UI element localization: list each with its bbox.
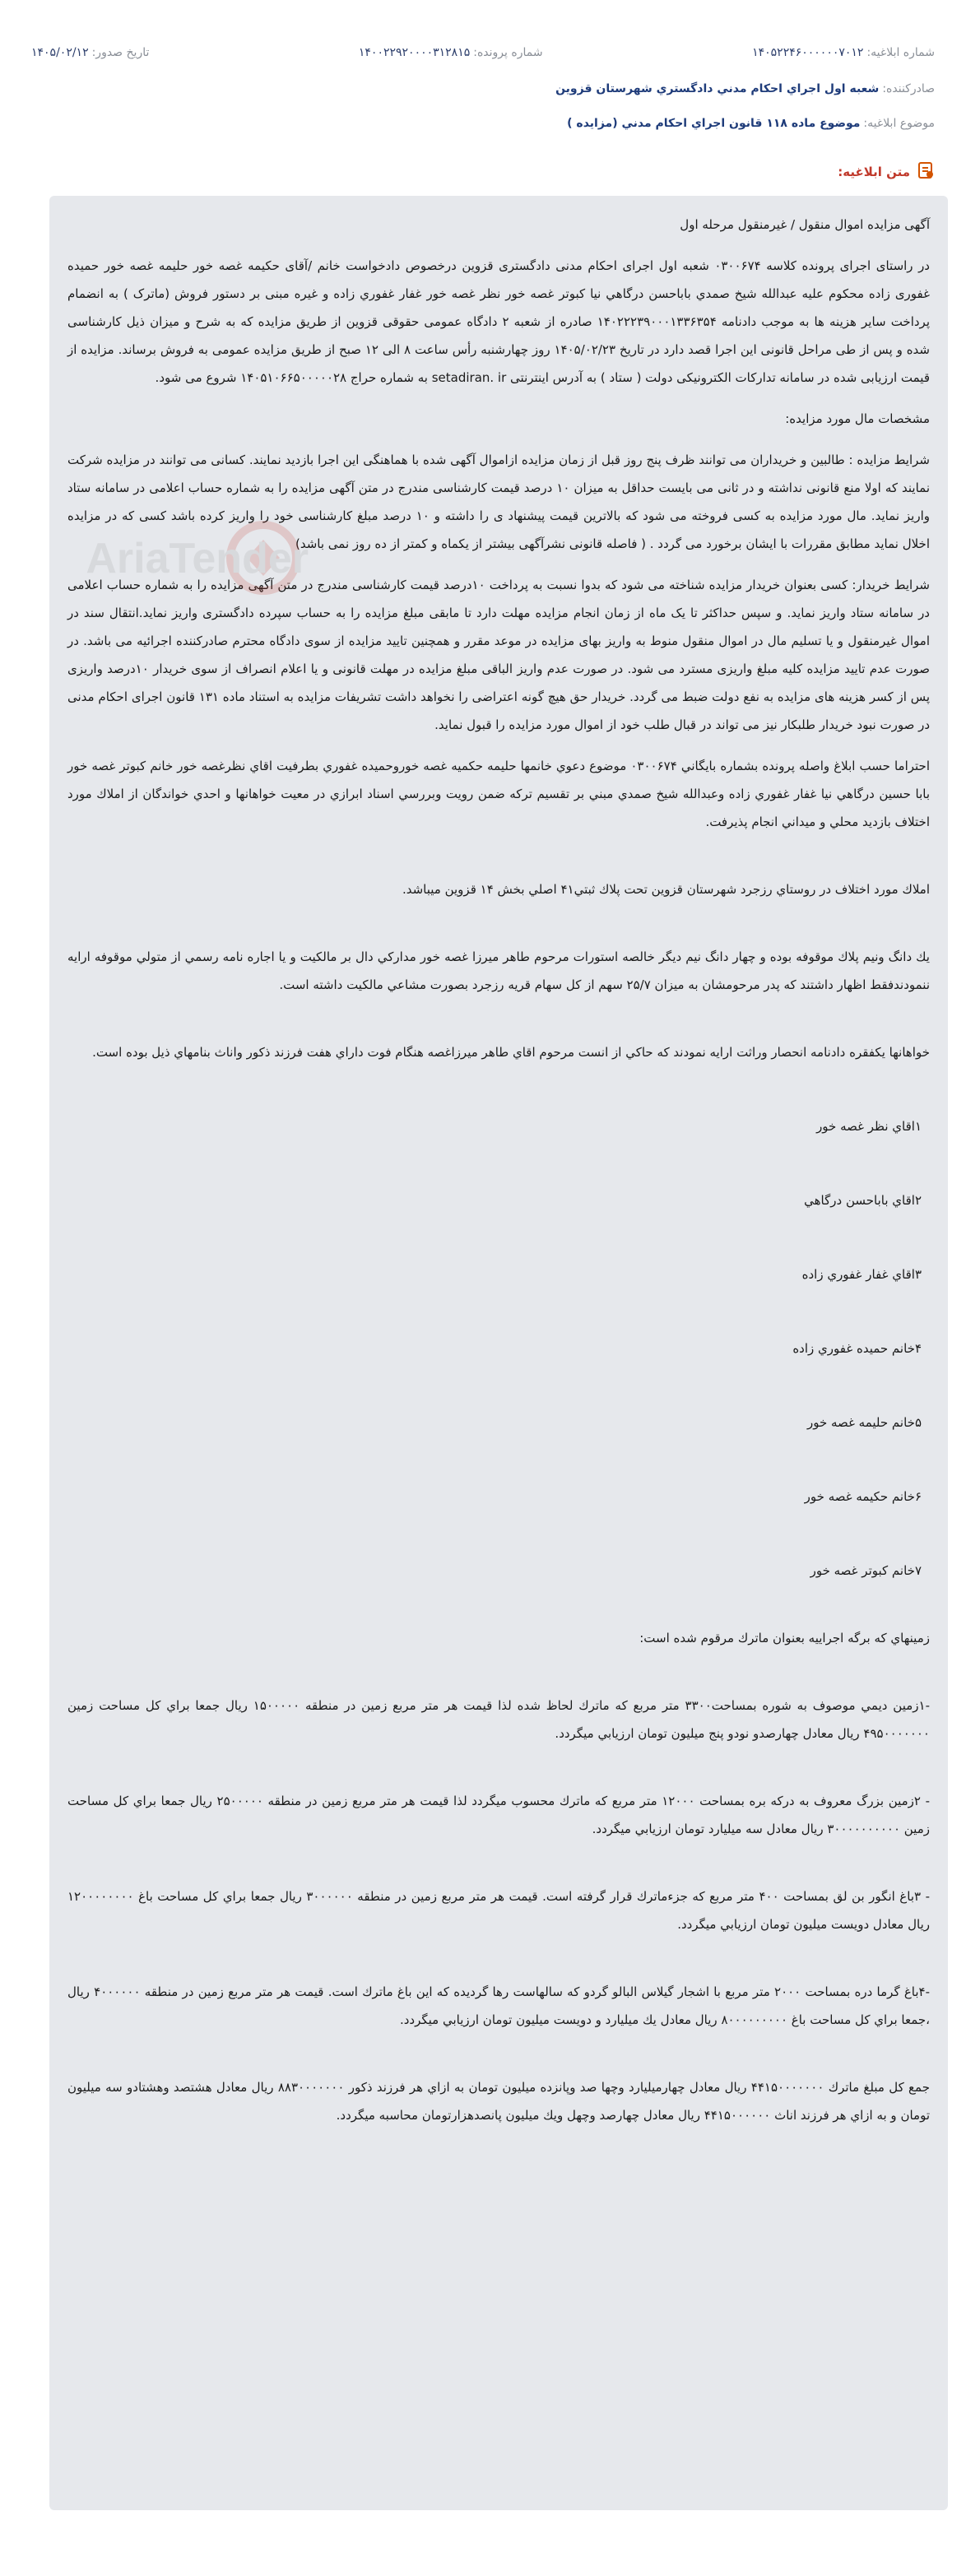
body-heading: آگهی مزایده اموال منقول / غیرمنقول مرحله اول xyxy=(680,217,930,232)
body-land-3: - ۳باغ انگور بن لق بمساحت ۴۰۰ متر مربع كه جزءماترك قرار گرفته است. قيمت هر متر مربع زمين در منطقه ۳۰۰۰۰۰۰ ريال جمعا براي كل مساحت باغ ۱۲۰۰۰۰۰۰۰۰ ريال معادل دويست ميليون تومان ارزيابي ميگردد. xyxy=(67,1889,930,1932)
heir-item-1: ۱اقاي نظر غصه خور xyxy=(816,1119,922,1134)
heir-item-2: ۲اقاي باباحسن درگاهي xyxy=(804,1193,922,1208)
case-no-label: شماره پرونده: xyxy=(473,46,543,59)
document-icon xyxy=(917,161,935,183)
issuer-row xyxy=(31,82,935,95)
heir-item-5: ۵خانم حليمه غصه خور xyxy=(806,1415,922,1430)
body-inheritance: خواهانها يكفقره دادنامه انحصار وراثت ارايه نمودند كه حاكي از انست مرحوم اقاي طاهر ميرزاغصه هنگام فوت داراي هفت فرزند ذكور واناث بنامهاي ذيل بوده است. xyxy=(92,1045,930,1060)
case-no-value: ۱۴۰۰۲۲۹۲۰۰۰۰۳۱۲۸۱۵ xyxy=(358,46,471,59)
subject-row xyxy=(31,117,935,130)
body-item-spec-title: مشخصات مال مورد مزایده: xyxy=(785,411,930,426)
heir-item-6: ۶خانم حكيمه غصه خور xyxy=(804,1489,922,1504)
heir-item-3: ۳اقاي غفار غفوري زاده xyxy=(801,1267,922,1282)
subject-value: موضوع ماده ۱۱۸ قانون اجراي احكام مدني (مزايده ) xyxy=(567,117,861,130)
body-land-1: -۱زمين ديمي موصوف به شوره بمساحت۳۳۰۰ متر مربع كه ماترك لحاظ شده لذا قيمت هر متر مربع زمين در منطقه ۱۵۰۰۰۰۰ ريال جمعا براي كل مساحت زمين ۴۹۵۰۰۰۰۰۰۰ ريال معادل چهارصدو نودو پنج ميليون تومان ارزيابي ميگردد. xyxy=(67,1698,930,1741)
section-title xyxy=(838,161,935,183)
body-lands-title: زمينهاي كه برگه اجراييه بعنوان ماترك مرقوم شده است: xyxy=(639,1631,930,1645)
body-land-4: -۴باغ گرما دره بمساحت ۲۰۰۰ متر مربع با اشجار گيلاس البالو گردو كه سالهاست رها گرديده كه اين باغ ماترك است. قيمت هر متر مربع زمين در منطقه ۴۰۰۰۰۰۰ ريال ،جمعا براي كل مساحت باغ ۸۰۰۰۰۰۰۰۰۰ ريال معادل يك ميليارد و دويست ميليون تومان ارزيابي ميگردد. xyxy=(67,1984,931,2027)
svg-text:AriaTender: AriaTender xyxy=(86,535,309,583)
announcement-no-value: ۱۴۰۵۲۲۴۶۰۰۰۰۰۰۷۰۱۲ xyxy=(752,46,864,59)
body-auction-terms: شرایط مزایده : طالبین و خریداران می توانند ظرف پنج روز قبل از زمان مزایده ازاموال آگهی شده با هماهنگی این اجرا بازدید نمایند. کسانی می توانند در مزایده شرکت نمایند که اولا منع قانونی نداشته و در ثانی می بایست حداقل به میزان ۱۰ درصد قیمت کارشناسی مندرج در متن آگهی مزایده را به شماره حساب اعلامی در سامانه ستاد واریز نماید. مال مورد مزایده به کسی فروخته می شود که بالاترین قیمت پیشنهاد ی را داشته و ۱۰ درصد مبلغ کارشناسی خود را واریز کرده باشد کسی که در مزایده اخلال نماید مطابق مقررات با ایشان برخورد می گردد . ( فاصله قانونی نشرآگهی بیشتر از یکماه و کمتر از ده روز نمی باشد) xyxy=(67,453,930,551)
issue-date xyxy=(31,46,149,59)
body-expert-report: احتراما حسب ابلاغ واصله پرونده بشماره بايگاني ۰۳۰۰۶۷۴ موضوع دعوي خانمها حليمه حكميه غصه خوروحميده غفوري بطرفيت اقاي نظرغصه خور خانم كبوتر غصه خور بابا حسين درگاهي نيا غفار غفوري زاده وعبدالله شيخ صمدي مبني بر تقسيم تركه ضمن رويت وبررسي اسناد ابرازي در معيت خواهانها و احدي خواندگان از املاك مورد اختلاف بازديد محلي و ميداني انجام پذيرفت. xyxy=(67,759,930,829)
section-title-text: متن ابلاغیه: xyxy=(838,165,910,179)
issuer-value: شعبه اول اجراي احكام مدني دادگستري شهرستان قزوين xyxy=(555,82,880,95)
announcement-no xyxy=(752,46,935,59)
announcement-no-label: شماره ابلاغیه: xyxy=(866,46,935,59)
body-land-2: - ۲زمين بزرگ معروف به دركه بره بمساحت ۱۲۰۰۰ متر مربع كه ماترك محسوب ميگردد لذا قيمت هر متر مربع زمين در منطقه ۲۵۰۰۰۰۰ ريال جمعا براي كل مساحت زمين ۳۰۰۰۰۰۰۰۰۰۰ ريال معادل سه ميليارد تومان ارزيابي ميگردد. xyxy=(67,1794,931,1836)
subject-label: موضوع ابلاغیه: xyxy=(863,117,935,130)
body-property-location: املاك مورد اختلاف در روستاي رزجرد شهرستان قزوين تحت پلاك ثبتي۴۱ اصلي بخش ۱۴ قزوين ميباشد. xyxy=(402,882,930,897)
issuer-label: صادرکننده: xyxy=(882,82,935,95)
announcement-body xyxy=(49,196,948,2510)
case-no xyxy=(359,46,543,59)
body-total: جمع كل مبلغ ماترك ۴۴۱۵۰۰۰۰۰۰۰ ريال معادل چهارميليارد وچها صد وپانزده ميليون تومان به ازاي هر فرزند ذكور ۸۸۳۰۰۰۰۰۰۰ ريال معادل هشتصد وهشتادو سه ميليون تومان و به ازاي هر فرزند اناث ۴۴۱۵۰۰۰۰۰۰ ريال معادل چهارصد وچهل ويك ميليون پانصدهزارتومان محاسبه ميگردد. xyxy=(67,2080,930,2123)
meta-row-ids xyxy=(31,46,935,59)
body-buyer-terms: شرایط خریدار: کسی بعنوان خریدار مزایده شناخته می شود که بدوا نسبت به پرداخت ۱۰درصد قیمت کارشناسی مندرج در متن آگهی مزایده را به شماره حساب اعلامی در سامانه ستاد واریز نماید. و سپس حداکثر تا یک ماه از زمان انجام مزایده مهلت دارد تا مابقی مبلغ مزایده را به حساب سپرده دادگستری واریز نماید.انتقال سند در اموال غیرمنقول و یا تسلیم مال در اموال منقول منوط به واریز بهای مزایده در موعد مقرر و همچنین تایید مزایده از سوی دادگاه محترم صادرکننده اجرائیه می باشد. در صورت عدم تایید مزایده کلیه مبلغ واریزی مسترد می شود. در صورت عدم واریز الباقی مبلغ مزایده در مهلت قانونی و یا اعلام انصراف از سوی خریدار ۱۰درصد واریزی پس از کسر هزینه های مزایده به نفع دولت ضبط می گردد. خریدار حق هیچ گونه اعتراضی را نخواهد داشت تشریفات مزایده به استناد ماده ۱۳۱ قانون اجرای احکام مدنی در صورت نبود خریدار طلبکار نیز می تواند در قبال طلب خود از اموال مورد مزایده را قبول نماید. xyxy=(67,578,931,732)
heir-item-4: ۴خانم حميده غفوري زاده xyxy=(792,1341,922,1356)
body-intro: در راستای اجرای پرونده کلاسه ۰۳۰۰۶۷۴ شعبه اول اجرای احکام مدنی دادگستری قزوین درخصوص دادخواست خانم /آقای حکیمه غصه خور حلیمه غصه خور حمیده غفوری زاده محکوم علیه عبدالله شیخ صمدي باباحسن درگاهي نیا کبوتر غصه خور نظر غصه خور غفار غفوري زاده و غيره مبنی بر دستور فروش (ماترک ) به انضمام پرداخت سایر هزینه ها به موجب دادنامه ۱۴۰۲۲۲۳۹۰۰۰۱۳۳۶۳۵۴ صادره از شعبه ۲ دادگاه عمومی حقوقی قزوین از طریق مزایده که به شرح و میزان ذیل کارشناسی شده و پس از طی مراحل قانونی این اجرا قصد دارد در تاریخ ۱۴۰۵/۰۲/۲۳ روز چهارشنبه رأس ساعت ۸ الی ۱۲ صبح از طریق مزایده عمومی به فروش برساند. مزایده از قیمت ارزیابی شده در سامانه تدارکات الکترونیکی دولت ( ستاد ) به آدرس اینترنتی setadiran. ir به شماره حراج ۱۴۰۵۱۰۶۶۵۰۰۰۰۰۲۸ شروع می شود. xyxy=(67,258,930,385)
issue-date-value: ۱۴۰۵/۰۲/۱۲ xyxy=(31,46,89,59)
issue-date-label: تاریخ صدور: xyxy=(91,46,150,59)
body-ownership: يك دانگ ونيم پلاك موقوفه بوده و چهار دانگ نيم ديگر خالصه استورات مرحوم طاهر ميرزا غصه خور مداركي دال بر مالكيت و يا اجاره نامه رسمي از متولي موقوفه ارايه ننمودندفقط اظهار داشتند كه پدر مرحومشان به ميزان ۲۵/۷ سهم از كل سهام قريه رزجرد بصورت مشاعي مالكيت داشته است. xyxy=(67,949,930,992)
heir-item-7: ۷خانم كبوتر غصه خور xyxy=(810,1563,922,1578)
